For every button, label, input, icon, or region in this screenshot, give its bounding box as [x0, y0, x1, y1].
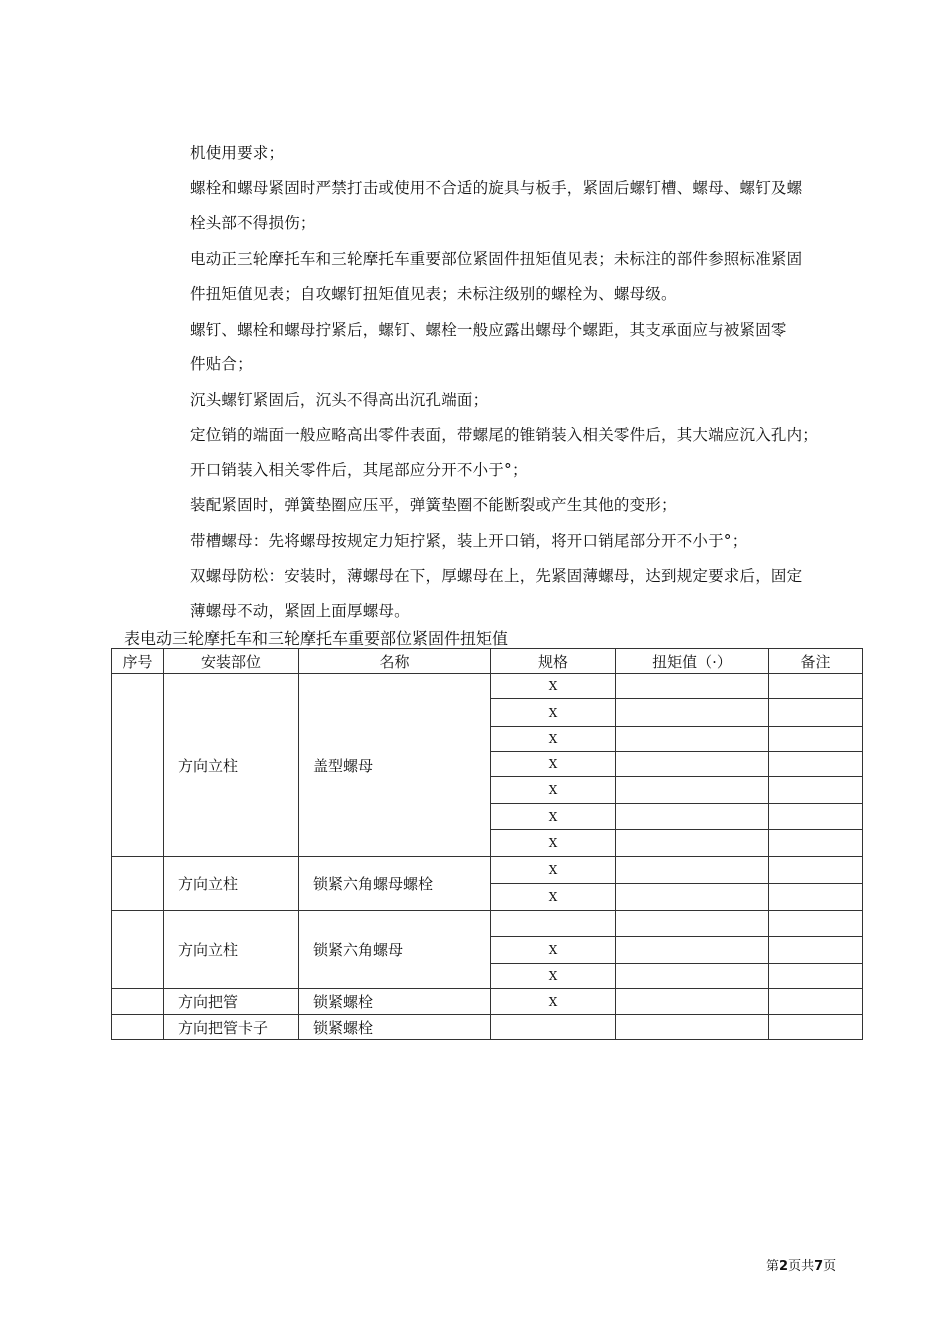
table-row — [112, 911, 863, 937]
cell-torque — [616, 804, 769, 830]
paragraph-line: 电动正三轮摩托车和三轮摩托车重要部位紧固件扭矩值见表；未标注的部件参照标准紧固 — [190, 250, 803, 268]
cell-spec: X — [491, 727, 616, 752]
paragraph-line: 件扭矩值见表；自攻螺钉扭矩值见表；未标注级别的螺栓为、螺母级。 — [190, 285, 677, 303]
header-name: 名称 — [299, 649, 491, 674]
cell-name: 锁紧六角螺母 — [299, 911, 491, 989]
page-footer — [766, 1255, 836, 1274]
paragraph-line: 带槽螺母：先将螺母按规定力矩拧紧，装上开口销，将开口销尾部分开不小于°； — [190, 532, 748, 550]
cell-remark — [769, 674, 863, 699]
cell-remark — [769, 752, 863, 777]
paragraph-line: 定位销的端面一般应略高出零件表面，带螺尾的锥销装入相关零件后，其大端应沉入孔内； — [190, 426, 819, 444]
table-row — [112, 674, 863, 699]
cell-location: 方向把管卡子 — [164, 1015, 299, 1040]
cell-torque — [616, 937, 769, 964]
paragraph-line: 螺钉、螺栓和螺母拧紧后，螺钉、螺栓一般应露出螺母个螺距，其支承面应与被紧固零 — [190, 321, 787, 339]
paragraph-line: 螺栓和螺母紧固时严禁打击或使用不合适的旋具与板手，紧固后螺钉槽、螺母、螺钉及螺 — [190, 179, 803, 197]
cell-torque — [616, 699, 769, 727]
table-row — [112, 1015, 863, 1040]
table-row — [112, 989, 863, 1015]
paragraph-line: 机使用要求； — [190, 144, 285, 162]
header-torque: 扭矩值（·） — [616, 649, 769, 674]
header-index: 序号 — [112, 649, 164, 674]
footer-prefix: 第 — [766, 1259, 780, 1274]
torque-table — [111, 648, 863, 1040]
cell-torque — [616, 857, 769, 884]
cell-location: 方向把管 — [164, 989, 299, 1015]
paragraph-line: 件贴合； — [190, 355, 253, 373]
cell-torque — [616, 964, 769, 989]
cell-spec: X — [491, 804, 616, 830]
cell-remark — [769, 1015, 863, 1040]
footer-suffix: 页 — [823, 1259, 837, 1274]
cell-index — [112, 911, 164, 989]
cell-name: 锁紧六角螺母螺栓 — [299, 857, 491, 911]
cell-spec: X — [491, 989, 616, 1015]
cell-torque — [616, 884, 769, 911]
footer-total-pages: 7 — [814, 1259, 824, 1274]
cell-location: 方向立柱 — [164, 911, 299, 989]
cell-spec: X — [491, 830, 616, 857]
header-location: 安装部位 — [164, 649, 299, 674]
cell-index — [112, 989, 164, 1015]
cell-spec: X — [491, 674, 616, 699]
cell-index — [112, 1015, 164, 1040]
cell-spec: X — [491, 857, 616, 884]
cell-index — [112, 857, 164, 911]
header-spec: 规格 — [491, 649, 616, 674]
cell-remark — [769, 937, 863, 964]
cell-remark — [769, 857, 863, 884]
cell-spec: X — [491, 884, 616, 911]
table-row — [112, 857, 863, 884]
header-remark: 备注 — [769, 649, 863, 674]
paragraph-line: 沉头螺钉紧固后，沉头不得高出沉孔端面； — [190, 391, 489, 409]
cell-torque — [616, 727, 769, 752]
cell-remark — [769, 911, 863, 937]
cell-remark — [769, 830, 863, 857]
cell-remark — [769, 804, 863, 830]
cell-spec: X — [491, 752, 616, 777]
cell-remark — [769, 989, 863, 1015]
cell-index — [112, 674, 164, 857]
cell-location: 方向立柱 — [164, 674, 299, 857]
paragraph-line: 开口销装入相关零件后，其尾部应分开不小于°； — [190, 461, 528, 479]
cell-spec: X — [491, 699, 616, 727]
cell-torque — [616, 752, 769, 777]
cell-remark — [769, 884, 863, 911]
paragraph-line: 薄螺母不动，紧固上面厚螺母。 — [190, 602, 410, 620]
cell-remark — [769, 964, 863, 989]
paragraph-line: 栓头部不得损伤； — [190, 214, 316, 232]
cell-spec — [491, 1015, 616, 1040]
cell-spec: X — [491, 964, 616, 989]
paragraph-line: 双螺母防松：安装时，薄螺母在下，厚螺母在上，先紧固薄螺母，达到规定要求后，固定 — [190, 567, 803, 585]
cell-remark — [769, 777, 863, 804]
cell-location: 方向立柱 — [164, 857, 299, 911]
table-header-row — [112, 649, 863, 674]
paragraph-line: 装配紧固时，弹簧垫圈应压平，弹簧垫圈不能断裂或产生其他的变形； — [190, 496, 677, 514]
cell-name: 锁紧螺栓 — [299, 989, 491, 1015]
cell-name: 锁紧螺栓 — [299, 1015, 491, 1040]
cell-spec: X — [491, 937, 616, 964]
footer-page-number: 2 — [779, 1259, 789, 1274]
cell-name: 盖型螺母 — [299, 674, 491, 857]
cell-torque — [616, 1015, 769, 1040]
cell-torque — [616, 674, 769, 699]
cell-torque — [616, 830, 769, 857]
cell-spec — [491, 911, 616, 937]
cell-torque — [616, 911, 769, 937]
cell-remark — [769, 727, 863, 752]
cell-spec: X — [491, 777, 616, 804]
footer-middle: 页共 — [788, 1259, 815, 1274]
cell-torque — [616, 777, 769, 804]
cell-torque — [616, 989, 769, 1015]
cell-remark — [769, 699, 863, 727]
table-caption: 表电动三轮摩托车和三轮摩托车重要部位紧固件扭矩值 — [124, 629, 509, 648]
